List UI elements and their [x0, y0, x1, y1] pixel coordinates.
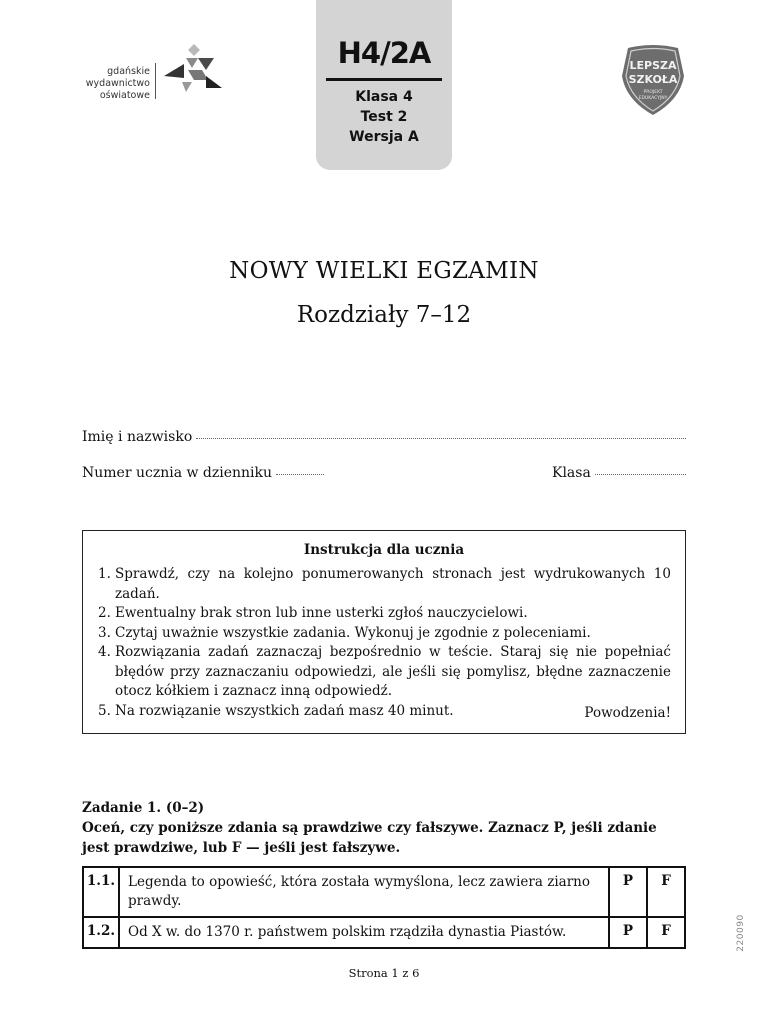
- table-row: [83, 917, 685, 948]
- false-option[interactable]: F: [647, 917, 685, 948]
- instruction-text: Czytaj uważnie wszystkie zadania. Wykonuj je zgodnie z poleceniami.: [115, 624, 591, 641]
- instructions-list: [98, 565, 671, 721]
- badge-line: PROJEKT: [643, 90, 663, 95]
- student-name-label: Imię i nazwisko: [82, 429, 193, 445]
- publisher-line: oświatowe: [99, 90, 150, 101]
- version-label: Wersja A: [349, 129, 419, 145]
- instructions-title: Instrukcja dla ucznia: [303, 542, 465, 558]
- publisher-line: gdańskie: [107, 66, 150, 77]
- instruction-number: 2.: [98, 605, 111, 621]
- badge-line: LEPSZA: [629, 59, 677, 72]
- false-option[interactable]: F: [647, 867, 685, 917]
- document-subtitle: Rozdziały 7–12: [296, 302, 472, 328]
- publisher-divider: [155, 63, 156, 99]
- instruction-text: Sprawdź, czy na kolejno ponumerowanych stronach jest wydrukowanych 10 zadań.: [115, 566, 671, 602]
- instruction-item: [98, 643, 671, 702]
- instructions-closing: Powodzenia!: [584, 705, 671, 721]
- statement-number: 1.2.: [83, 917, 119, 948]
- publisher-line: wydawnictwo: [85, 78, 150, 89]
- document-title: NOWY WIELKI EGZAMIN: [229, 258, 539, 284]
- instruction-text: Rozwiązania zadań zaznaczaj bezpośrednio w teście. Staraj się nie popełniać błędów przy zaznaczaniu odpowiedzi, ale jeśli się pomylisz, błędne zaznaczenie otocz kółkiem i zaznacz inną odpowiedź.: [115, 644, 671, 699]
- task1-table: [82, 866, 686, 949]
- instruction-number: 3.: [98, 624, 111, 641]
- publisher-name: [60, 66, 150, 102]
- statement-number: 1.1.: [83, 867, 119, 917]
- instruction-item: [98, 565, 671, 604]
- test-code-tab: [316, 0, 452, 170]
- publisher-tangram-logo: [162, 42, 226, 94]
- instruction-item: [98, 624, 671, 644]
- class-field[interactable]: [595, 474, 686, 475]
- page-number: Strona 1 z 6: [348, 966, 420, 980]
- student-name-row: [82, 428, 686, 446]
- instruction-item: [98, 604, 671, 624]
- test-code: H4/2A: [337, 36, 431, 70]
- side-code: 220090: [736, 914, 746, 952]
- student-number-row: [82, 464, 324, 482]
- student-number-label: Numer ucznia w dzienniku: [82, 465, 273, 481]
- badge-line: EDUKACYJNY: [638, 96, 668, 101]
- true-option[interactable]: P: [609, 867, 647, 917]
- true-option[interactable]: P: [609, 917, 647, 948]
- instruction-text: Ewentualny brak stron lub inne usterki zgłoś nauczycielowi.: [115, 605, 528, 621]
- table-row: [83, 867, 685, 917]
- task1-title: Zadanie 1. (0–2): [82, 800, 205, 816]
- statement-text: Legenda to opowieść, która została wymyślona, lecz zawiera ziarno prawdy.: [119, 867, 609, 917]
- instruction-text: Na rozwiązanie wszystkich zadań masz 40 minut.: [115, 702, 454, 719]
- instruction-number: 1.: [98, 566, 111, 582]
- class-label: Klasa 4: [355, 89, 413, 105]
- test-code-rule: [326, 78, 442, 81]
- task1-header: [82, 798, 686, 858]
- test-label: Test 2: [360, 109, 408, 125]
- lepsza-szkola-badge: [618, 42, 688, 118]
- class-field-label: Klasa: [552, 465, 591, 481]
- instructions-box: [82, 530, 686, 734]
- class-row: [552, 464, 686, 482]
- student-number-field[interactable]: [276, 474, 324, 475]
- instruction-number: 5.: [98, 702, 111, 719]
- student-name-field[interactable]: [196, 438, 686, 439]
- instruction-number: 4.: [98, 644, 111, 660]
- statement-text: Od X w. do 1370 r. państwem polskim rządziła dynastia Piastów.: [119, 917, 609, 948]
- badge-line: SZKOŁA: [628, 73, 678, 86]
- task1-instruction: Oceń, czy poniższe zdania są prawdziwe czy fałszywe. Zaznacz P, jeśli zdanie jest prawdziwe, lub F — jeśli jest fałszywe.: [82, 820, 657, 856]
